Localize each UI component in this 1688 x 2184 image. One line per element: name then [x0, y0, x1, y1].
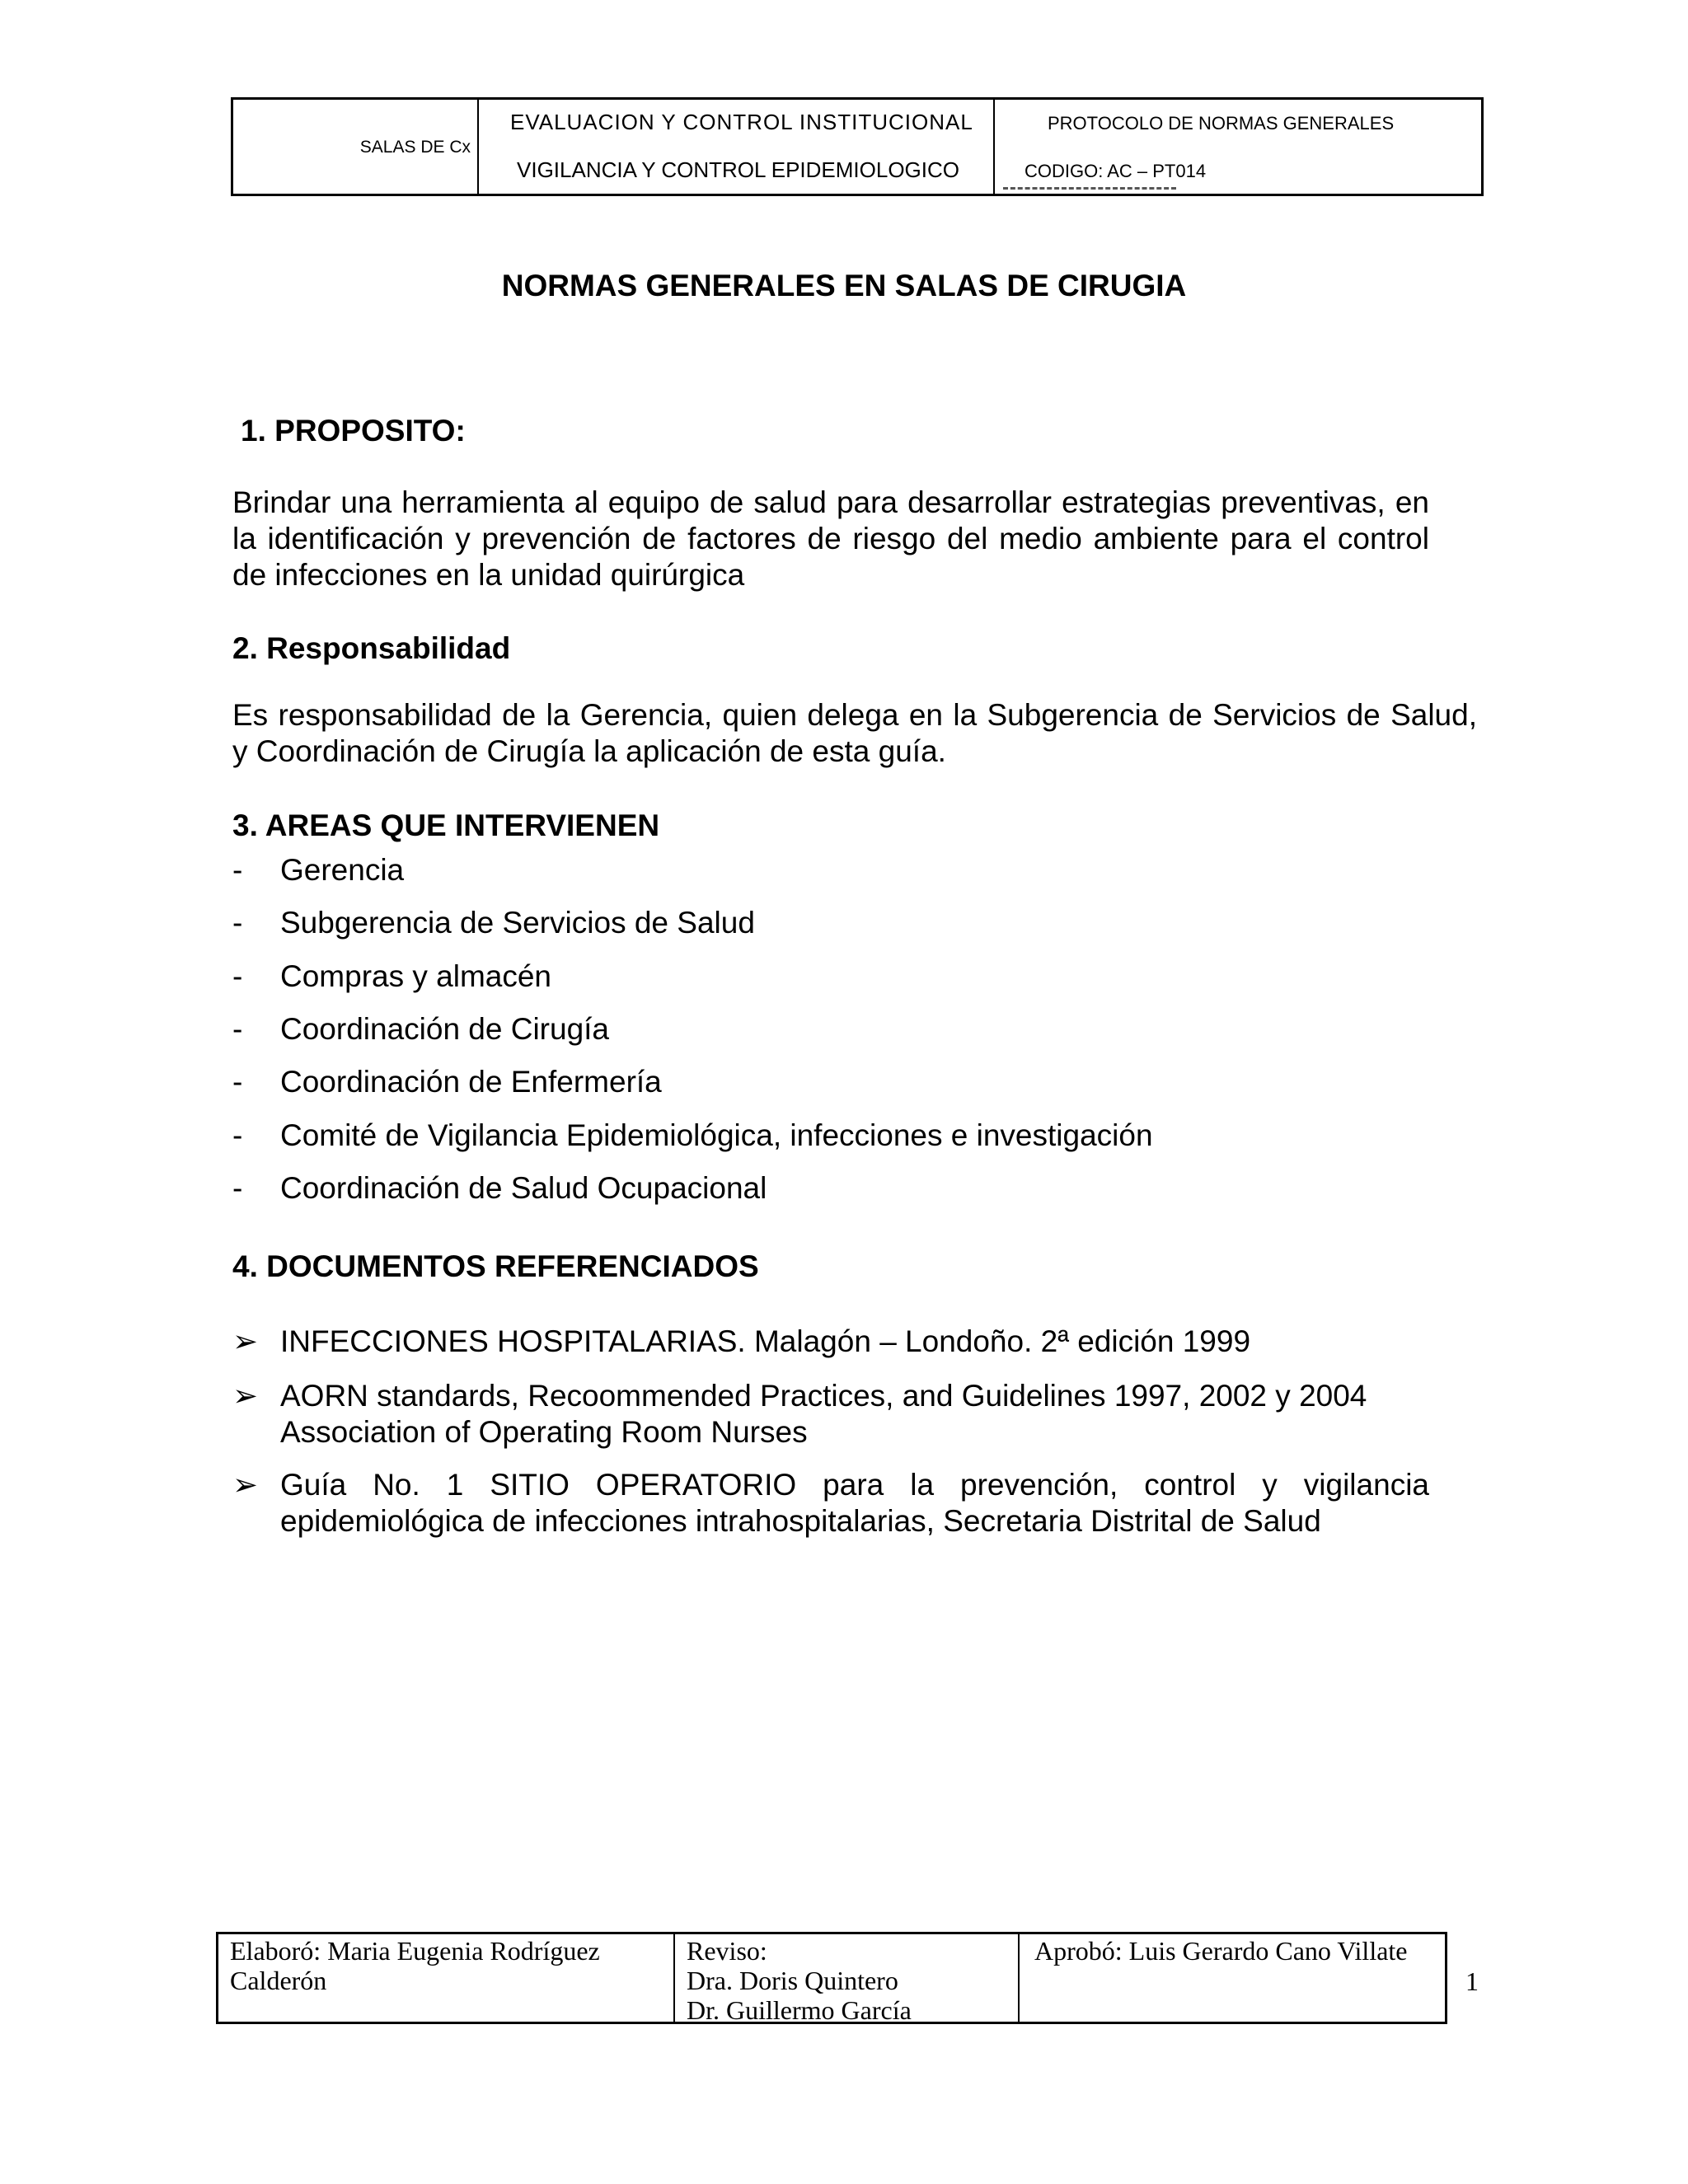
clipped-version-text: [1003, 187, 1176, 194]
document-header-table: [231, 97, 1484, 196]
footer-cell-reviso: Reviso: Dra. Doris Quintero Dr. Guillermo García: [675, 1934, 1020, 2022]
list-item: ➢ AORN standards, Recoommended Practices, and Guidelines 1997, 2002 y 2004 Association of Operating Room Nurses: [232, 1379, 1367, 1449]
document-title: NORMAS GENERALES EN SALAS DE CIRUGIA: [501, 269, 1187, 302]
subarea-label: VIGILANCIA Y CONTROL EPIDEMIOLOGICO: [517, 157, 959, 182]
approval-footer-table: [216, 1932, 1447, 2024]
section-heading-areas: 3. AREAS QUE INTERVIENEN: [232, 808, 660, 842]
list-item: - Subgerencia de Servicios de Salud: [232, 906, 755, 940]
department-label: SALAS DE Cx: [359, 138, 471, 157]
list-item: - Comité de Vigilancia Epidemiológica, infecciones e investigación: [232, 1118, 1153, 1152]
area-label: EVALUACION Y CONTROL INSTITUCIONAL: [510, 110, 973, 134]
arrow-bullet-icon: ➢: [232, 1379, 259, 1413]
header-cell-area: [479, 100, 995, 194]
list-item: ➢ INFECCIONES HOSPITALARIAS. Malagón – Londoño. 2ª edición 1999: [232, 1324, 1251, 1358]
list-item: - Compras y almacén: [232, 959, 552, 993]
arrow-bullet-icon: ➢: [232, 1324, 259, 1358]
header-cell-department: [233, 100, 479, 194]
section-heading-responsabilidad: 2. Responsabilidad: [232, 631, 511, 665]
header-cell-protocol: [995, 100, 1481, 194]
footer-cell-aprobo: Aprobó: Luis Gerardo Cano Villate: [1034, 1936, 1408, 1966]
list-item: - Coordinación de Salud Ocupacional: [232, 1171, 767, 1205]
protocol-code: CODIGO: AC – PT014: [1025, 161, 1207, 181]
section-heading-proposito: 1. PROPOSITO:: [241, 414, 466, 448]
section-text-proposito: Brindar una herramienta al equipo de salud para desarrollar estrategias preventivas, en la identificación y prevención de factores de riesgo del medio ambiente para el control de infecciones en la unidad quirúrgica: [232, 485, 1429, 592]
section-text-responsabilidad: Es responsabilidad de la Gerencia, quien delega en la Subgerencia de Servicios de Salud, y Coordinación de Cirugía la aplicación de esta guía.: [232, 698, 1477, 768]
protocol-name: PROTOCOLO DE NORMAS GENERALES: [1048, 113, 1395, 134]
arrow-bullet-icon: ➢: [232, 1468, 259, 1502]
list-item: ➢ Guía No. 1 SITIO OPERATORIO para la prevención, control y vigilancia epidemiológica de infecciones intrahospitalarias, Secretaria Distrital de Salud: [232, 1468, 1429, 1538]
list-item: - Coordinación de Cirugía: [232, 1012, 610, 1046]
section-heading-documentos: 4. DOCUMENTOS REFERENCIADOS: [232, 1249, 759, 1283]
footer-cell-elaboro: Elaboró: Maria Eugenia Rodríguez Calderón: [218, 1934, 675, 2022]
list-item: - Gerencia: [232, 853, 405, 887]
page-number: 1: [1465, 1966, 1479, 1996]
list-item: - Coordinación de Enfermería: [232, 1065, 662, 1099]
